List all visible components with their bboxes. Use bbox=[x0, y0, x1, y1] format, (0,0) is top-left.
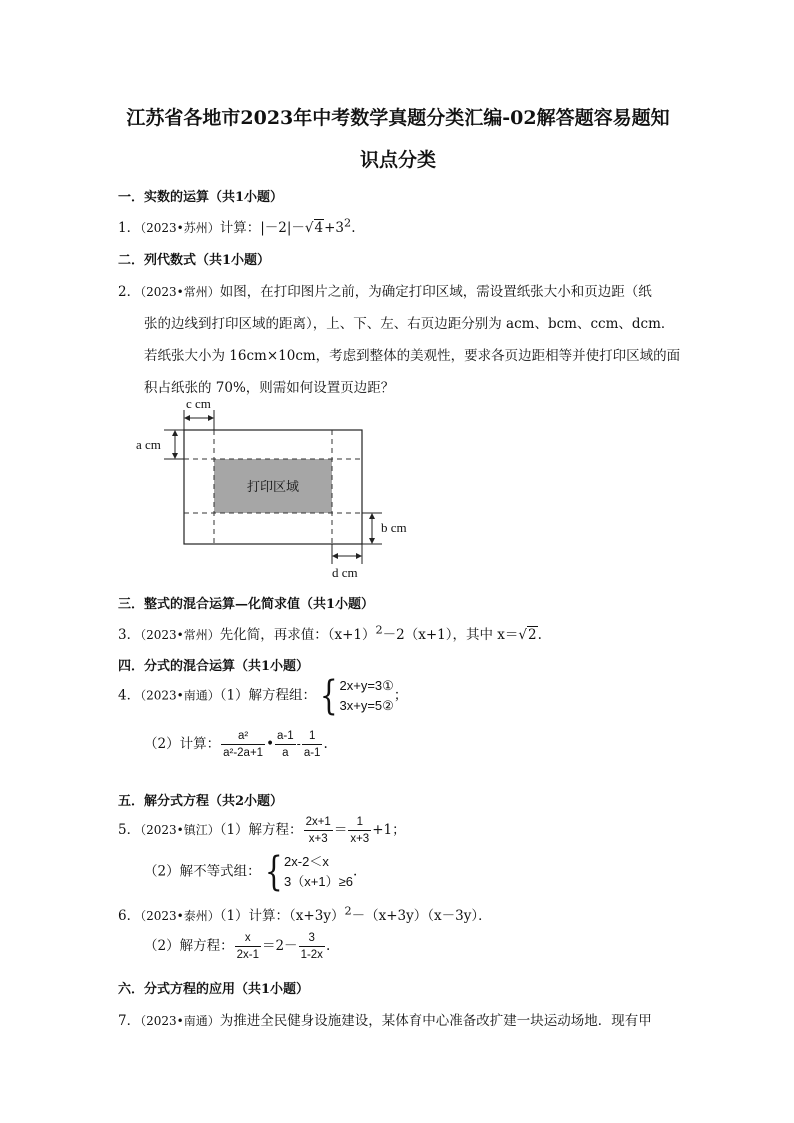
label-c: c cm bbox=[186, 396, 211, 411]
radicand: 2 bbox=[528, 627, 537, 643]
multiply-dot: • bbox=[266, 736, 275, 752]
print-margin-diagram bbox=[134, 396, 424, 582]
a-arrow-bottom bbox=[172, 453, 178, 459]
label-a: a cm bbox=[136, 437, 161, 452]
question-number: 2． bbox=[118, 284, 141, 300]
question-number: 3． bbox=[118, 627, 141, 643]
page-title-line-1: 江苏省各地市2023年中考数学真题分类汇编-02解答题容易题知 bbox=[126, 107, 670, 129]
question-number: 7． bbox=[118, 1013, 141, 1029]
question-5-part-2 bbox=[144, 849, 358, 895]
part-label: （2）计算： bbox=[144, 736, 221, 752]
fraction-2: $\frac{1}{x+3}$ bbox=[350, 816, 370, 845]
question-source: （2023•南通） bbox=[140, 688, 220, 703]
section-heading-5: 五．解分式方程（共2小题） bbox=[118, 794, 284, 809]
question-1 bbox=[118, 216, 355, 236]
question-4-part-1 bbox=[118, 673, 408, 719]
d-arrow-left bbox=[332, 553, 338, 559]
inequality-1: 2x-2＜x bbox=[284, 854, 329, 869]
radicand: 4 bbox=[314, 220, 324, 236]
question-6-part-1 bbox=[118, 904, 492, 924]
sqrt-expression: √4 bbox=[304, 220, 324, 236]
equals-sign: ＝ bbox=[333, 822, 348, 838]
section-heading-2: 二．列代数式（共1小题） bbox=[118, 253, 271, 268]
question-text: 为推进全民健身设施建设，某体育中心准备改扩建一块运动场地．现有甲 bbox=[219, 1013, 652, 1029]
question-number: 4． bbox=[118, 687, 141, 704]
c-arrow-right bbox=[208, 415, 214, 421]
a-arrow-top bbox=[172, 430, 178, 436]
left-brace: { bbox=[319, 673, 338, 719]
b-arrow-top bbox=[369, 513, 375, 519]
fraction-3: $\frac{1}{a-1}$ bbox=[303, 730, 321, 759]
equation-1: 2x+y=3① bbox=[339, 678, 394, 693]
question-text: 如图，在打印图片之前，为确定打印区域，需设置纸张大小和页边距（纸 bbox=[219, 284, 652, 300]
label-d: d cm bbox=[332, 565, 358, 580]
part-label: （1）解方程： bbox=[219, 822, 303, 838]
part-label: （2）解不等式组： bbox=[144, 863, 261, 880]
question-number: 1． bbox=[118, 220, 141, 236]
left-brace: { bbox=[264, 849, 283, 895]
question-source: （2023•镇江） bbox=[140, 823, 220, 837]
fraction-1: $\frac{x}{2x-1}$ bbox=[236, 932, 259, 961]
question-2-line-2: 张的边线到打印区域的距离），上、下、左、右页边距分别为 acm、bcm、ccm、dcm． bbox=[144, 316, 675, 332]
question-text-mid: －2（x+1），其中 x＝ bbox=[382, 627, 519, 643]
label-b: b cm bbox=[381, 520, 407, 535]
inequality-system bbox=[261, 849, 353, 895]
question-5-part-1 bbox=[118, 814, 406, 847]
question-text: 计算：|－2|－ bbox=[219, 220, 305, 236]
question-2-line-1 bbox=[118, 280, 652, 300]
inequality-2: 3（x+1）≥6 bbox=[284, 874, 353, 889]
exponent: 2 bbox=[344, 216, 352, 230]
fraction-2: $\frac{3}{1-2x}$ bbox=[300, 932, 323, 961]
period: . bbox=[537, 627, 542, 643]
question-source: （2023•苏州） bbox=[140, 221, 220, 235]
question-4-part-2 bbox=[144, 728, 328, 761]
page-title-line-2: 识点分类 bbox=[359, 149, 436, 171]
exponent: 2 bbox=[375, 623, 383, 637]
section-heading-1: 一．实数的运算（共1小题） bbox=[118, 190, 284, 205]
fraction-1: $\frac{2x+1}{x+3}$ bbox=[305, 816, 331, 845]
question-text: 先化简，再求值：（x+1） bbox=[219, 627, 376, 643]
section-heading-4: 四．分式的混合运算（共1小题） bbox=[118, 659, 310, 674]
equation-2: 3x+y=5② bbox=[339, 698, 394, 713]
part-label: （1）计算：（x+3y） bbox=[219, 908, 345, 924]
period: . bbox=[325, 938, 331, 954]
fraction-1: $\frac{\text{a²}}{\text{a²-2a+1}}$ bbox=[223, 730, 264, 759]
period: . bbox=[351, 220, 356, 236]
b-arrow-bottom bbox=[369, 538, 375, 544]
period: . bbox=[352, 863, 358, 880]
question-source: （2023•常州） bbox=[140, 285, 220, 299]
print-area-label: 打印区域 bbox=[246, 480, 300, 495]
question-7 bbox=[118, 1009, 652, 1029]
question-2-line-4: 积占纸张的 70%，则需如何设置页边距？ bbox=[144, 380, 395, 396]
exponent: 2 bbox=[344, 904, 352, 918]
question-3 bbox=[118, 623, 542, 643]
question-2-line-3: 若纸张大小为 16cm×10cm，考虑到整体的美观性，要求各页边距相等并使打印区域的面 bbox=[144, 348, 681, 364]
question-text-tail: +3 bbox=[324, 220, 345, 236]
section-heading-3: 三．整式的混合运算—化简求值（共1小题） bbox=[118, 597, 375, 612]
c-arrow-left bbox=[184, 415, 190, 421]
question-source: （2023•泰州） bbox=[140, 909, 220, 923]
period: . bbox=[323, 736, 328, 752]
equation-system bbox=[316, 673, 394, 719]
question-number: 5． bbox=[118, 822, 141, 838]
sqrt-expression: √2 bbox=[518, 627, 537, 643]
part-label: （1）解方程组： bbox=[219, 687, 317, 704]
d-arrow-right bbox=[356, 553, 362, 559]
question-number: 6． bbox=[118, 908, 141, 924]
question-6-part-2 bbox=[144, 930, 330, 963]
fraction-2: $\frac{a-1}{a}$ bbox=[277, 730, 294, 759]
minus-sign: - bbox=[296, 737, 301, 751]
question-text-tail: +1； bbox=[372, 822, 406, 838]
semicolon: ； bbox=[393, 687, 408, 704]
question-text-tail: －（x+3y）（x－3y）． bbox=[351, 908, 492, 924]
section-heading-6: 六．分式方程的应用（共1小题） bbox=[118, 982, 310, 997]
question-source: （2023•南通） bbox=[140, 1014, 220, 1028]
question-text-mid: ＝2－ bbox=[261, 938, 298, 954]
part-label: （2）解方程： bbox=[144, 938, 234, 954]
question-source: （2023•常州） bbox=[140, 628, 220, 642]
